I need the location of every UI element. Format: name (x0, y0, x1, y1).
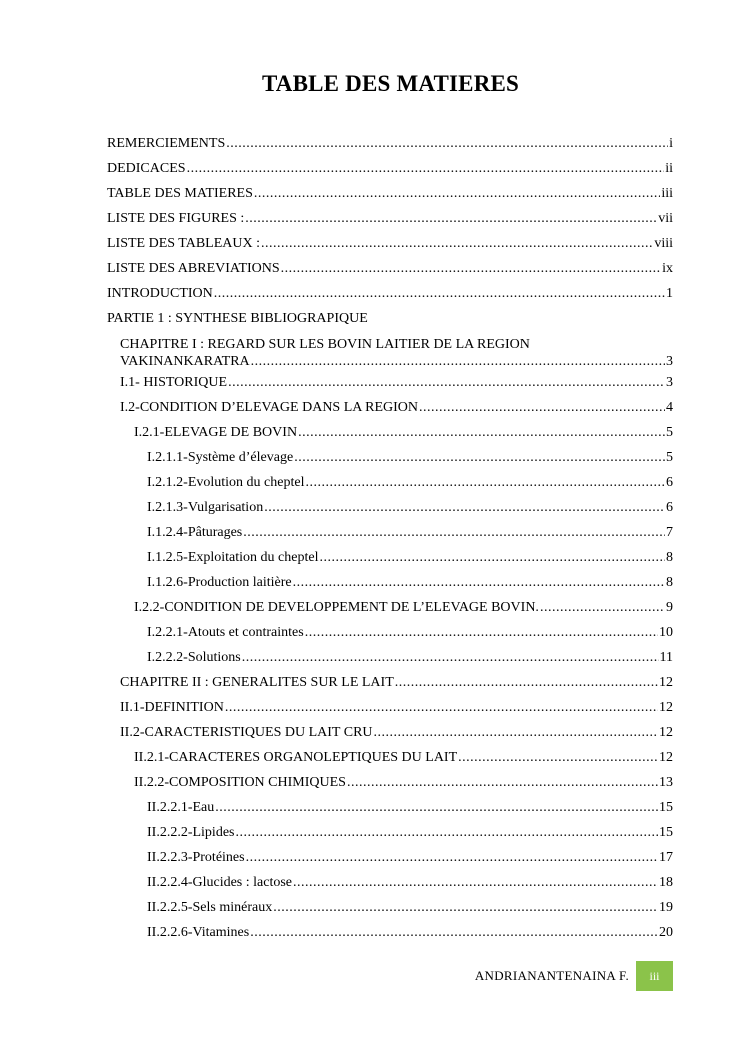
toc-entry-page: 5 (666, 450, 673, 465)
toc-entry[interactable] (107, 331, 673, 370)
toc-entry[interactable] (107, 770, 673, 795)
dot-leader (228, 370, 665, 395)
toc-entry-label: I.1.2.6-Production laitière (147, 575, 292, 590)
toc-entry[interactable] (107, 256, 673, 281)
toc-entry[interactable] (107, 845, 673, 870)
dot-leader (347, 770, 658, 795)
toc-entry-label: II.2.1-CARACTERES ORGANOLEPTIQUES DU LAIT (134, 750, 458, 765)
dot-leader (294, 445, 665, 470)
toc-entry[interactable] (107, 370, 673, 395)
toc-entry-page: 12 (659, 700, 673, 715)
dot-leader (281, 256, 661, 281)
toc-entry-page: 19 (659, 900, 673, 915)
dot-leader (395, 670, 658, 695)
toc-entry-label: I.2.2.2-Solutions (147, 650, 241, 665)
toc-entry[interactable] (107, 920, 673, 945)
dot-leader (419, 395, 665, 420)
toc-entry-label-line2: VAKINANKARATRA (120, 354, 250, 369)
toc-entry[interactable] (107, 795, 673, 820)
toc-entry[interactable] (107, 670, 673, 695)
toc-entry-label: II.2.2.4-Glucides : lactose (147, 875, 293, 890)
toc-entry[interactable] (107, 206, 673, 231)
dot-leader (225, 695, 658, 720)
toc-entry-page: 3 (666, 375, 673, 390)
dot-leader (261, 231, 653, 256)
dot-leader (374, 720, 658, 745)
toc-part-heading[interactable] (107, 306, 673, 331)
toc-entry-label: II.2.2.2-Lipides (147, 825, 235, 840)
toc-entry[interactable] (107, 645, 673, 670)
toc-entry-page: 12 (659, 725, 673, 740)
dot-leader (242, 645, 659, 670)
toc-entry[interactable] (107, 545, 673, 570)
page-number-badge: iii (636, 961, 673, 991)
toc-entry-page: 8 (666, 550, 673, 565)
dot-leader (298, 420, 665, 445)
toc-entry-page: iii (661, 186, 673, 201)
toc-entry[interactable] (107, 470, 673, 495)
dot-leader (264, 495, 665, 520)
toc-entry[interactable] (107, 520, 673, 545)
toc-entry-page: ii (665, 161, 673, 176)
toc-entry-page: 3 (666, 354, 673, 369)
toc-entry[interactable] (107, 895, 673, 920)
toc-entry[interactable] (107, 570, 673, 595)
toc-entry[interactable] (107, 131, 673, 156)
toc-entry-page: 9 (666, 600, 673, 615)
toc-entry-page: 6 (666, 500, 673, 515)
toc-entry[interactable] (107, 495, 673, 520)
toc-entry-page: 20 (659, 925, 673, 940)
toc-entry[interactable] (107, 620, 673, 645)
toc-entry-page: i (669, 136, 673, 151)
toc-entry-page: 4 (666, 400, 673, 415)
toc-entry-label: II.2.2.5-Sels minéraux (147, 900, 273, 915)
dot-leader (293, 570, 665, 595)
dot-leader (226, 131, 668, 156)
toc-entry-label: II.2.2-COMPOSITION CHIMIQUES (134, 775, 346, 790)
toc-entry-label: II.2.2.3-Protéines (147, 850, 245, 865)
toc-entry[interactable] (107, 420, 673, 445)
toc-entry[interactable] (107, 695, 673, 720)
toc-entry-label: I.2.1.3-Vulgarisation (147, 500, 264, 515)
footer-author: ANDRIANANTENAINA F. (474, 968, 629, 983)
toc-entry-page: 7 (666, 525, 673, 540)
toc-entry-page: 5 (666, 425, 673, 440)
toc-entry-label: I.2.1.1-Système d’élevage (147, 450, 294, 465)
toc-entry-label: I.1.2.4-Pâturages (147, 525, 243, 540)
toc-entry-page: 12 (659, 750, 673, 765)
toc-entry[interactable] (107, 281, 673, 306)
toc-entry-label: I.2.1-ELEVAGE DE BOVIN (134, 425, 298, 440)
dot-leader (305, 470, 665, 495)
dot-leader (235, 820, 658, 845)
toc-entry-label: LISTE DES TABLEAUX : (107, 236, 261, 251)
toc-entry-label: INTRODUCTION (107, 286, 213, 301)
toc-entry-label: II.2-CARACTERISTIQUES DU LAIT CRU (120, 725, 373, 740)
toc-entry-label: REMERCIEMENTS (107, 136, 226, 151)
page-title: TABLE DES MATIERES (261, 71, 520, 96)
dot-leader (214, 281, 665, 306)
dot-leader (293, 870, 658, 895)
toc-entry-page: 11 (659, 650, 673, 665)
dot-leader (245, 206, 657, 231)
toc-entry-page: 6 (666, 475, 673, 490)
toc-entry[interactable] (107, 720, 673, 745)
dot-leader (251, 353, 665, 370)
dot-leader (243, 520, 665, 545)
toc-entry-label-line1: CHAPITRE I : REGARD SUR LES BOVIN LAITIER DE LA REGION (120, 337, 530, 352)
toc-entry-label: II.2.2.6-Vitamines (147, 925, 250, 940)
toc-entry-label: PARTIE 1 : SYNTHESE BIBLIOGRAPIQUE (107, 311, 368, 326)
dot-leader (250, 920, 658, 945)
toc-entry-page: 10 (659, 625, 673, 640)
toc-entry-page: 8 (666, 575, 673, 590)
toc-entry-page: 17 (659, 850, 673, 865)
toc-entry-label: LISTE DES FIGURES : (107, 211, 245, 226)
toc-entry-page: 13 (659, 775, 673, 790)
toc-entry-page: 15 (659, 800, 673, 815)
toc-entry-page: ix (662, 261, 673, 276)
toc-entry[interactable] (107, 156, 673, 181)
toc-entry-label: I.2-CONDITION D’ELEVAGE DANS LA REGION (120, 400, 418, 415)
dot-leader (273, 895, 658, 920)
dot-leader (319, 545, 665, 570)
toc-entry[interactable] (107, 231, 673, 256)
toc-entry-label: I.2.1.2-Evolution du cheptel (147, 475, 305, 490)
dot-leader (246, 845, 658, 870)
toc-entry[interactable] (107, 395, 673, 420)
toc-entry-label: CHAPITRE II : GENERALITES SUR LE LAIT (120, 675, 394, 690)
toc-entry[interactable] (107, 181, 673, 206)
dot-leader (540, 595, 665, 620)
toc-entry[interactable] (107, 445, 673, 470)
dot-leader (215, 795, 658, 820)
toc-entry-page: 12 (659, 675, 673, 690)
toc-entry[interactable] (107, 595, 673, 620)
toc-entry-page: vii (658, 211, 673, 226)
toc-entry[interactable] (107, 820, 673, 845)
table-of-contents (107, 131, 673, 945)
toc-entry-page: 15 (659, 825, 673, 840)
toc-entry-page: 1 (666, 286, 673, 301)
toc-entry[interactable] (107, 745, 673, 770)
toc-entry-label: DEDICACES (107, 161, 186, 176)
toc-entry-label: I.2.2.1-Atouts et contraintes (147, 625, 304, 640)
toc-entry-page: 18 (659, 875, 673, 890)
toc-entry-label: I.2.2-CONDITION DE DEVELOPPEMENT DE L’ELEVAGE BOVIN. (134, 600, 539, 615)
toc-entry-label: TABLE DES MATIERES (107, 186, 253, 201)
dot-leader (458, 745, 658, 770)
toc-entry-label: II.1-DEFINITION (120, 700, 224, 715)
toc-entry-label: LISTE DES ABREVIATIONS (107, 261, 280, 276)
dot-leader (187, 156, 665, 181)
toc-entry[interactable] (107, 870, 673, 895)
toc-entry-label: II.2.2.1-Eau (147, 800, 215, 815)
toc-entry-label: I.1- HISTORIQUE (120, 375, 228, 390)
dot-leader (305, 620, 658, 645)
toc-entry-label: I.1.2.5-Exploitation du cheptel (147, 550, 319, 565)
toc-entry-page: viii (654, 236, 673, 251)
dot-leader (254, 181, 660, 206)
